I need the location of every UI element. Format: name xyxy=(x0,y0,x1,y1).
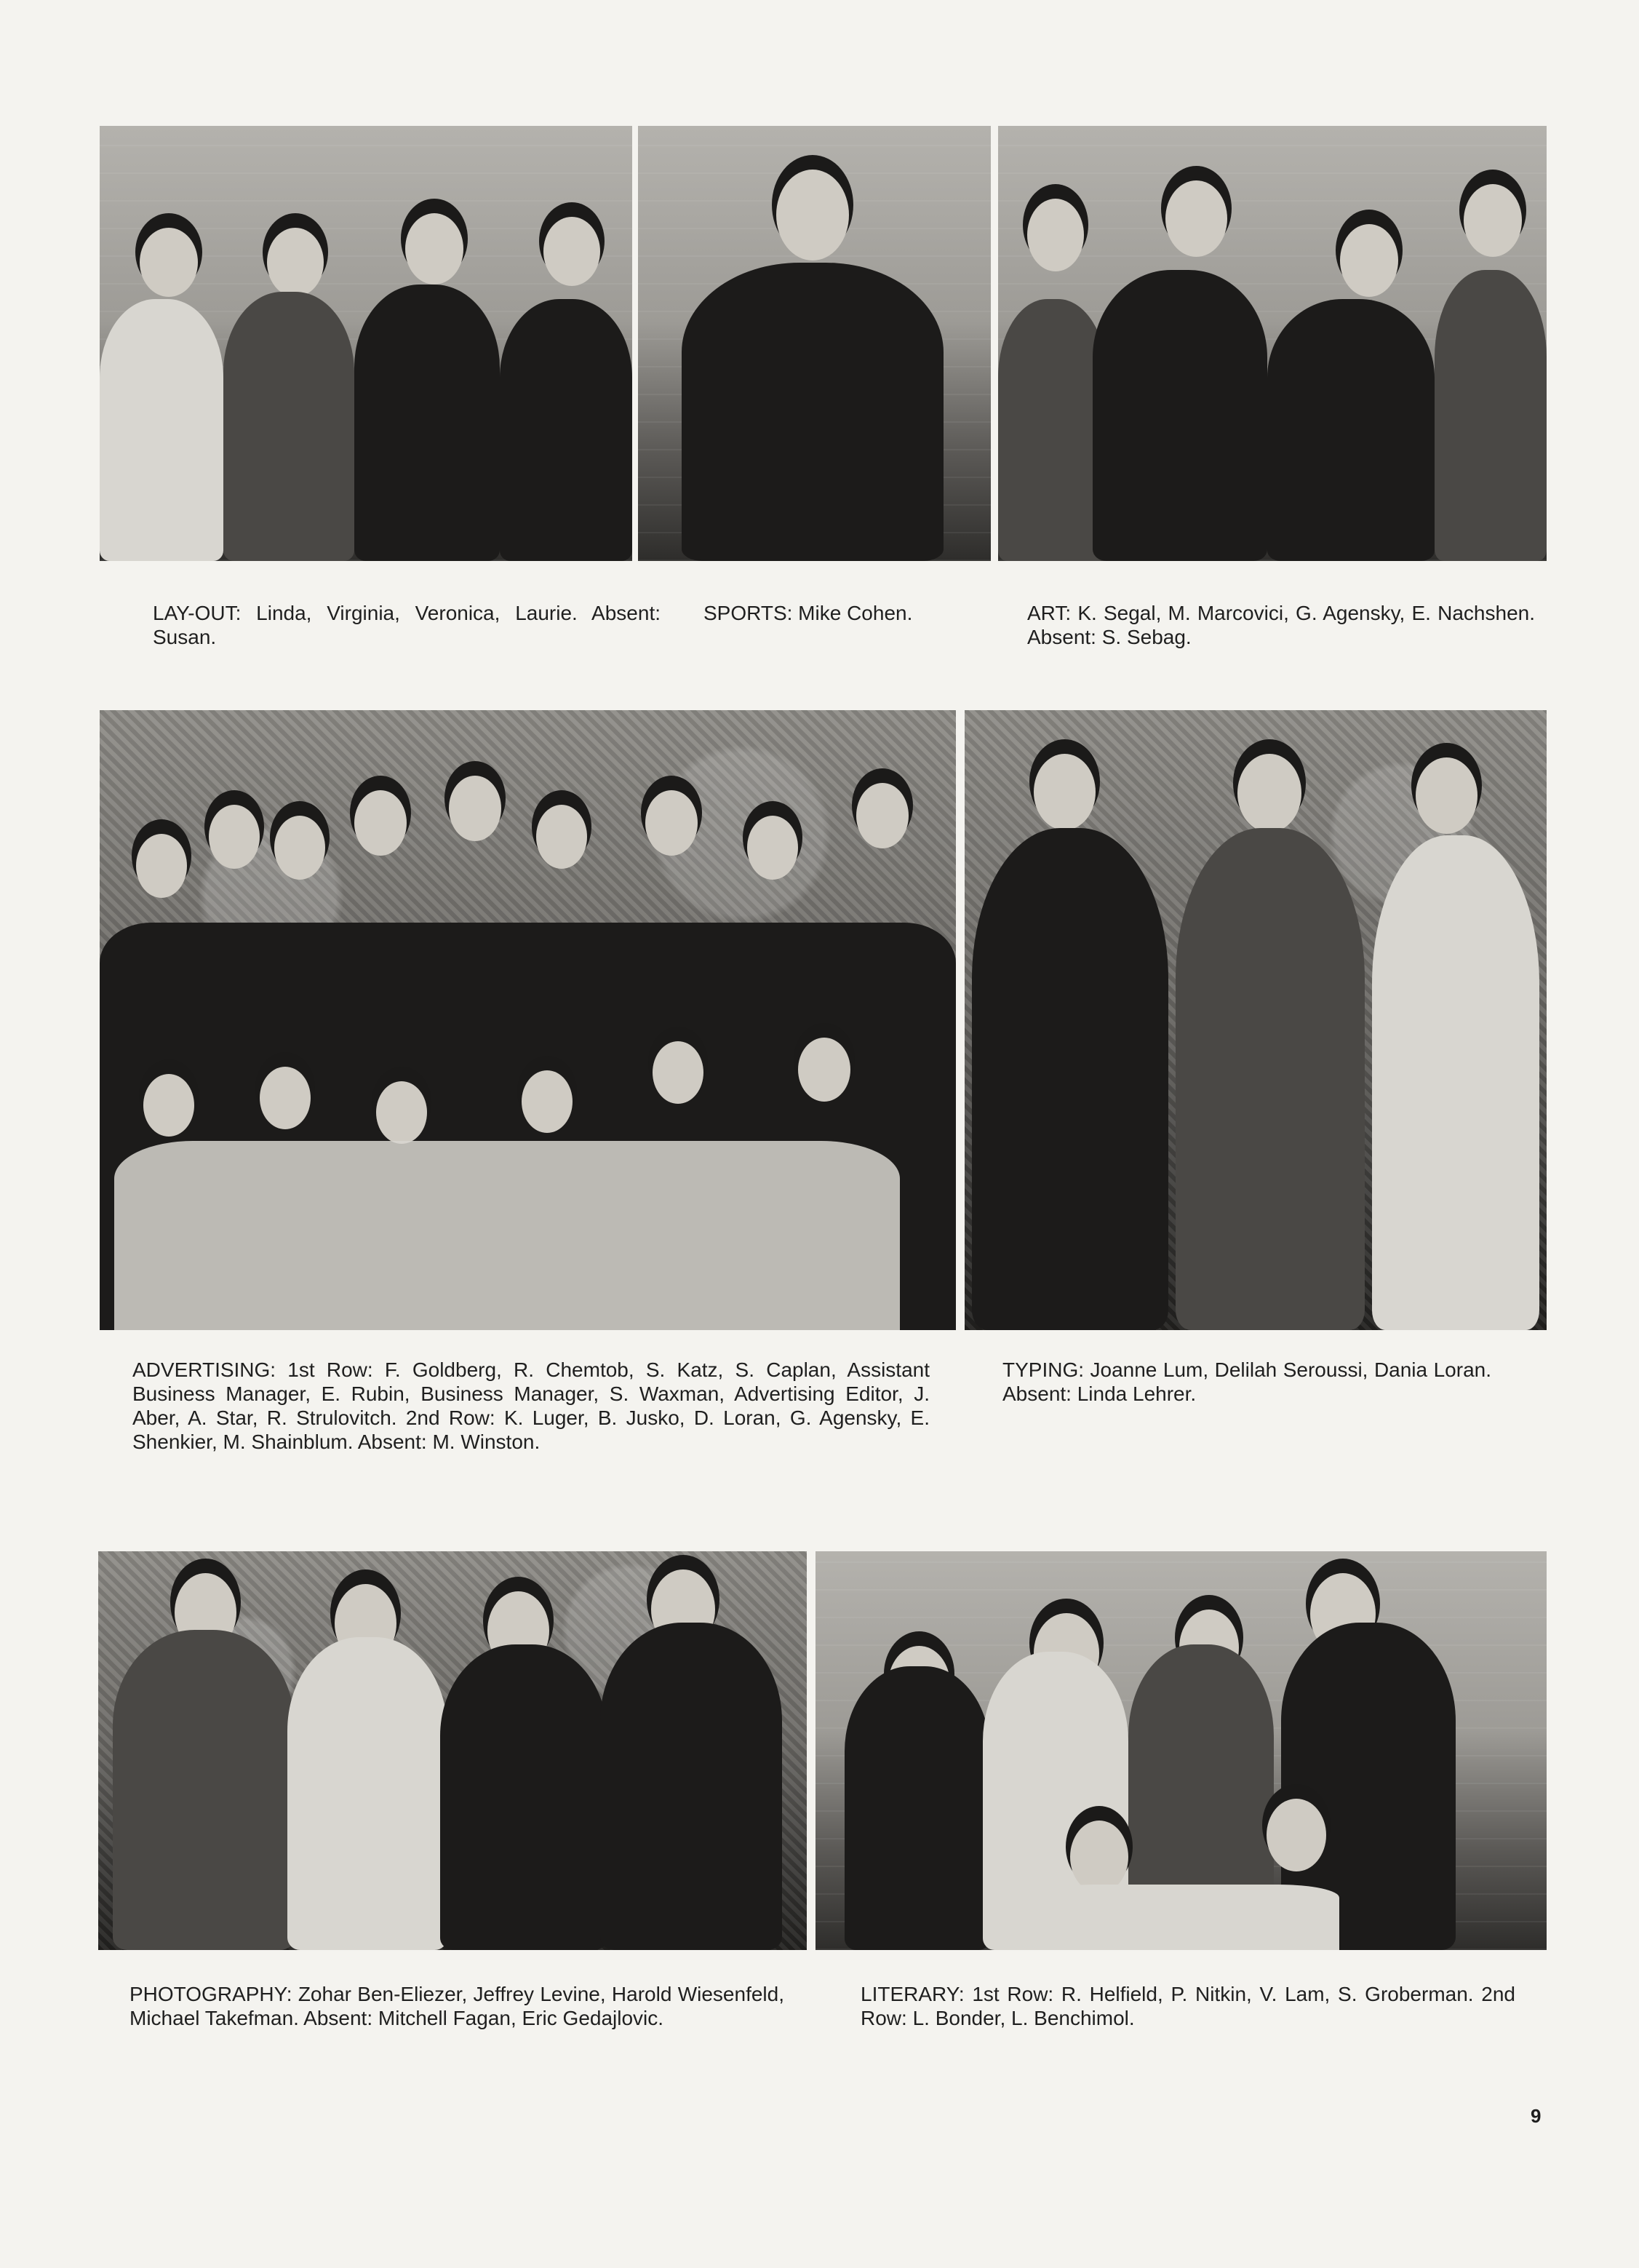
caption-layout: LAY-OUT: Linda, Virginia, Veronica, Laurie. Absent: Susan. xyxy=(153,602,661,648)
photo-literary-staff xyxy=(815,1551,1547,1950)
caption-sports: SPORTS: Mike Cohen. xyxy=(703,602,913,624)
photo-sports xyxy=(638,126,991,561)
caption-literary: LITERARY: 1st Row: R. Helfield, P. Nitkin, V. Lam, S. Groberman. 2nd Row: L. Bonder, L. Benchimol. xyxy=(861,1983,1515,2029)
photo-layout-staff xyxy=(100,126,632,561)
photo-art-staff xyxy=(998,126,1547,561)
caption-art: ART: K. Segal, M. Marcovici, G. Agensky, E. Nachshen. Absent: S. Sebag. xyxy=(1027,602,1535,648)
caption-advertising: ADVERTISING: 1st Row: F. Goldberg, R. Chemtob, S. Katz, S. Caplan, Assistant Business Manager, E. Rubin, Business Manager, S. Waxman, Advertising Editor, J. Aber, A. Star, R. Strulovitch. 2nd Row: K. Luger, B. Jusko, D. Loran, G. Agensky, E. Shenkier, M. Shainblum. Absent: M. Winston. xyxy=(132,1358,930,1453)
caption-photography: PHOTOGRAPHY: Zohar Ben-Eliezer, Jeffrey Levine, Harold Wiesenfeld, Michael Takefman. Absent: Mitchell Fagan, Eric Gedajlovic. xyxy=(129,1983,784,2029)
photo-typing-staff xyxy=(965,710,1547,1330)
page-number: 9 xyxy=(1531,2105,1542,2127)
photo-advertising-staff xyxy=(100,710,956,1330)
photo-photography-staff xyxy=(98,1551,807,1950)
caption-typing: TYPING: Joanne Lum, Delilah Seroussi, Dania Loran. Absent: Linda Lehrer. xyxy=(1002,1358,1491,1405)
